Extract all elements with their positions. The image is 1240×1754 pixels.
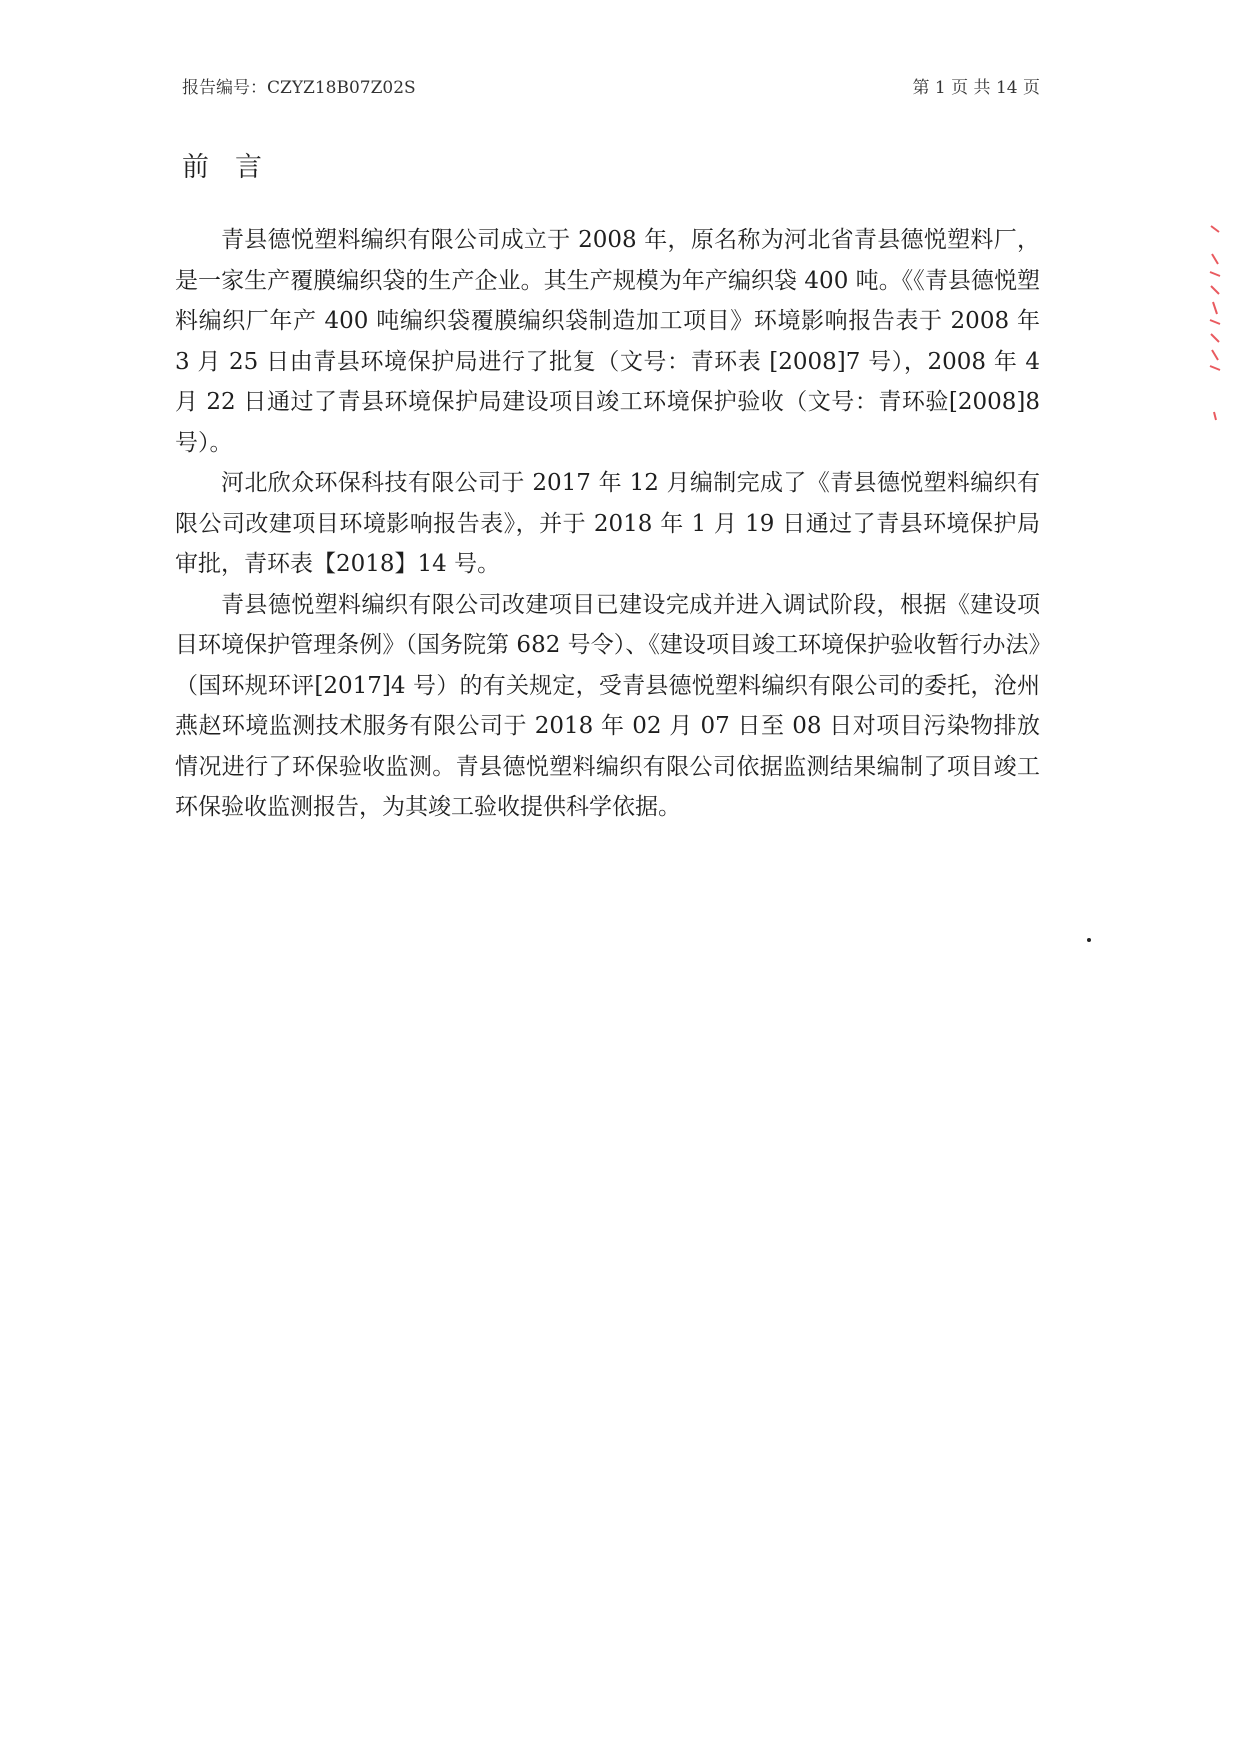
- section-title: 前言: [182, 152, 288, 183]
- paragraph-2: 河北欣众环保科技有限公司于 2017 年 12 月编制完成了《青县德悦塑料编织有限公司改建项目环境影响报告表》，并于 2018 年 1 月 19 日通过了青县环境保护局审批，青环表【2018】14 号。: [175, 470, 1040, 577]
- page-header: [182, 74, 1040, 102]
- seal-fragment-icon: [1208, 224, 1222, 424]
- paragraph-3: 青县德悦塑料编织有限公司改建项目已建设完成并进入调试阶段，根据《建设项目环境保护管理条例》（国务院第 682 号令）、《建设项目竣工环境保护验收暂行办法》（国环规环评[2017]4 号）的有关规定，受青县德悦塑料编织有限公司的委托，沧州燕赵环境监测技术服务有限公司于 2018 年 02 月 07 日至 08 日对项目污染物排放情况进行了环保验收监测。青县德悦塑料编织有限公司依据监测结果编制了项目竣工环保验收监测报告，为其竣工验收提供科学依据。: [175, 591, 1040, 820]
- scan-speck: [1087, 938, 1091, 942]
- page-number: 第 1 页 共 14 页: [912, 78, 1040, 98]
- report-number: 报告编号：CZYZ18B07Z02S: [182, 78, 416, 98]
- seal-edge-mark: [1208, 224, 1222, 424]
- paragraph-1: 青县德悦塑料编织有限公司成立于 2008 年，原名称为河北省青县德悦塑料厂，是一家生产覆膜编织袋的生产企业。其生产规模为年产编织袋 400 吨。《《青县德悦塑料编织厂年产 400 吨编织袋覆膜编织袋制造加工项目》环境影响报告表于 2008 年 3 月 25 日由青县环境保护局进行了批复（文号：青环表 [2008]7 号），2008 年 4 月 22 日通过了青县环境保护局建设项目竣工环境保护验收（文号：青环验[2008]8 号）。: [175, 227, 1040, 456]
- preface-body: [175, 220, 1040, 828]
